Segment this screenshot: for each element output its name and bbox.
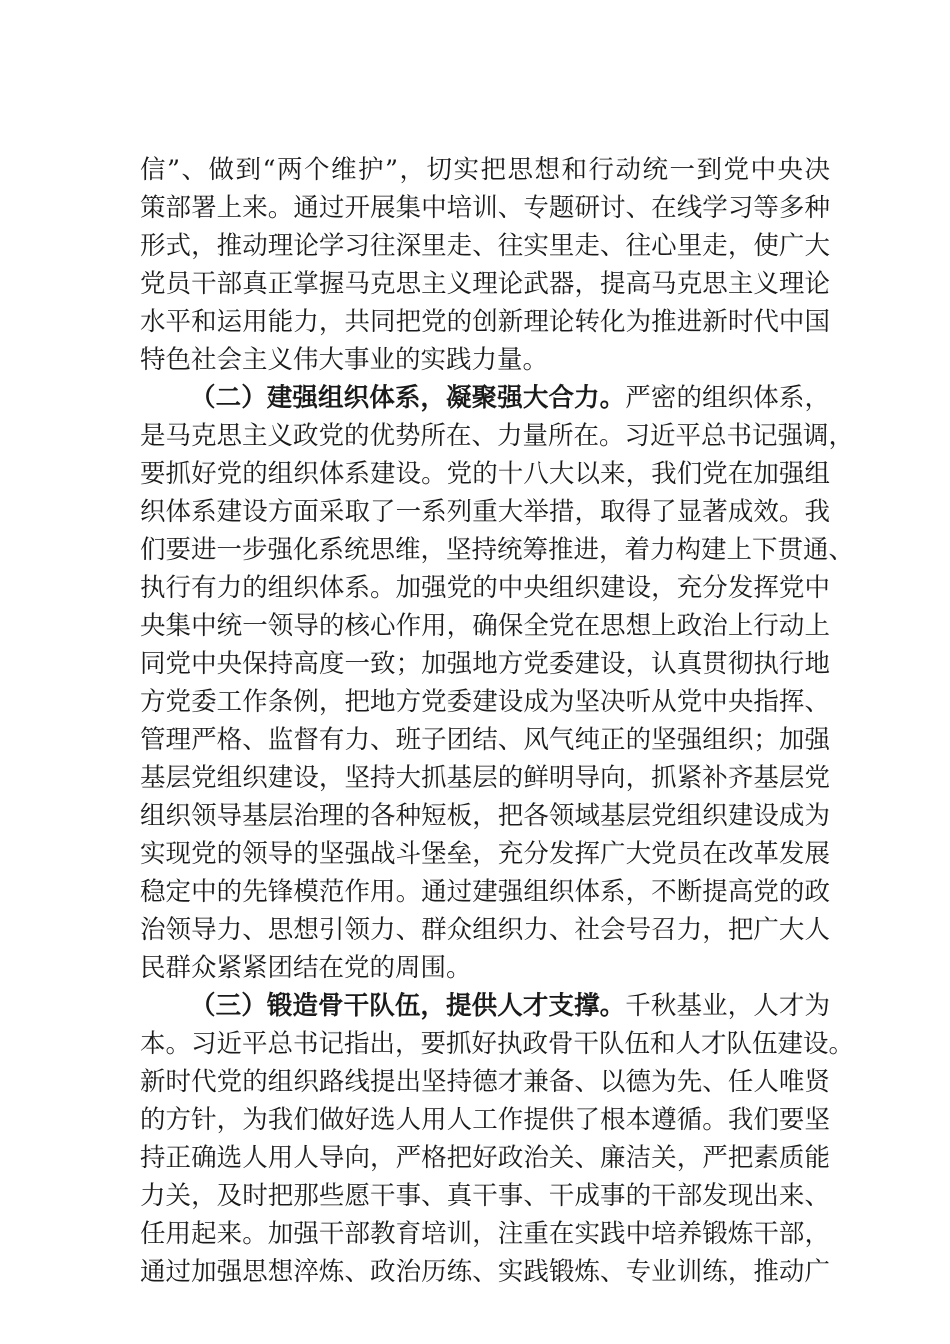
- text-line: 持正确选人用人导向，严格把好政治关、廉洁关，严把素质能: [140, 1143, 830, 1173]
- text-line: 策部署上来。通过开展集中培训、专题研讨、在线学习等多种: [140, 193, 830, 223]
- text-line: 力关，及时把那些愿干事、真干事、干成事的干部发现出来、: [140, 1181, 830, 1211]
- text-line: 管理严格、监督有力、班子团结、风气纯正的坚强组织；加强: [140, 725, 830, 755]
- text-line: 稳定中的先锋模范作用。通过建强组织体系，不断提高党的政: [140, 877, 830, 907]
- text-line: 的方针，为我们做好选人用人工作提供了根本遵循。我们要坚: [140, 1105, 830, 1135]
- text-line: 是马克思主义政党的优势所在、力量所在。习近平总书记强调，: [140, 421, 855, 451]
- section-2-heading: （二）建强组织体系，凝聚强大合力。: [190, 383, 626, 413]
- text-line: 同党中央保持高度一致；加强地方党委建设，认真贯彻执行地: [140, 649, 830, 679]
- text-line: 水平和运用能力，共同把党的创新理论转化为推进新时代中国: [140, 307, 830, 337]
- section-2-first-rest: 严密的组织体系，: [625, 383, 830, 413]
- section-2-first-line: [190, 381, 830, 415]
- text-line: 通过加强思想淬炼、政治历练、实践锻炼、专业训练，推动广: [140, 1257, 830, 1287]
- text-line: 形式，推动理论学习往深里走、往实里走、往心里走，使广大: [140, 231, 830, 261]
- text-line: 治领导力、思想引领力、群众组织力、社会号召力，把广大人: [140, 915, 830, 945]
- text-line: 执行有力的组织体系。加强党的中央组织建设，充分发挥党中: [140, 573, 830, 603]
- text-line: 方党委工作条例，把地方党委建设成为坚决听从党中央指挥、: [140, 687, 830, 717]
- section-3-first-line: [190, 989, 830, 1023]
- text-line: 基层党组织建设，坚持大抓基层的鲜明导向，抓紧补齐基层党: [140, 763, 830, 793]
- text-line: 们要进一步强化系统思维，坚持统筹推进，着力构建上下贯通、: [140, 535, 855, 565]
- text-line: 本。习近平总书记指出，要抓好执政骨干队伍和人才队伍建设。: [140, 1029, 855, 1059]
- text-line: 央集中统一领导的核心作用，确保全党在思想上政治上行动上: [140, 611, 830, 641]
- section-3-first-rest: 千秋基业，人才为: [625, 991, 830, 1021]
- text-line: 信”、做到“两个维护”，切实把思想和行动统一到党中央决: [140, 155, 830, 185]
- text-line: 织体系建设方面采取了一系列重大举措，取得了显著成效。我: [140, 497, 830, 527]
- text-line: 特色社会主义伟大事业的实践力量。: [140, 345, 549, 375]
- text-line: 党员干部真正掌握马克思主义理论武器，提高马克思主义理论: [140, 269, 830, 299]
- section-3-heading: （三）锻造骨干队伍，提供人才支撑。: [190, 991, 626, 1021]
- text-line: 民群众紧紧团结在党的周围。: [140, 953, 472, 983]
- text-line: 新时代党的组织路线提出坚持德才兼备、以德为先、任人唯贤: [140, 1067, 830, 1097]
- text-line: 要抓好党的组织体系建设。党的十八大以来，我们党在加强组: [140, 459, 830, 489]
- text-line: 任用起来。加强干部教育培训，注重在实践中培养锻炼干部，: [140, 1219, 830, 1249]
- text-line: 实现党的领导的坚强战斗堡垒，充分发挥广大党员在改革发展: [140, 839, 830, 869]
- text-line: 组织领导基层治理的各种短板，把各领域基层党组织建设成为: [140, 801, 830, 831]
